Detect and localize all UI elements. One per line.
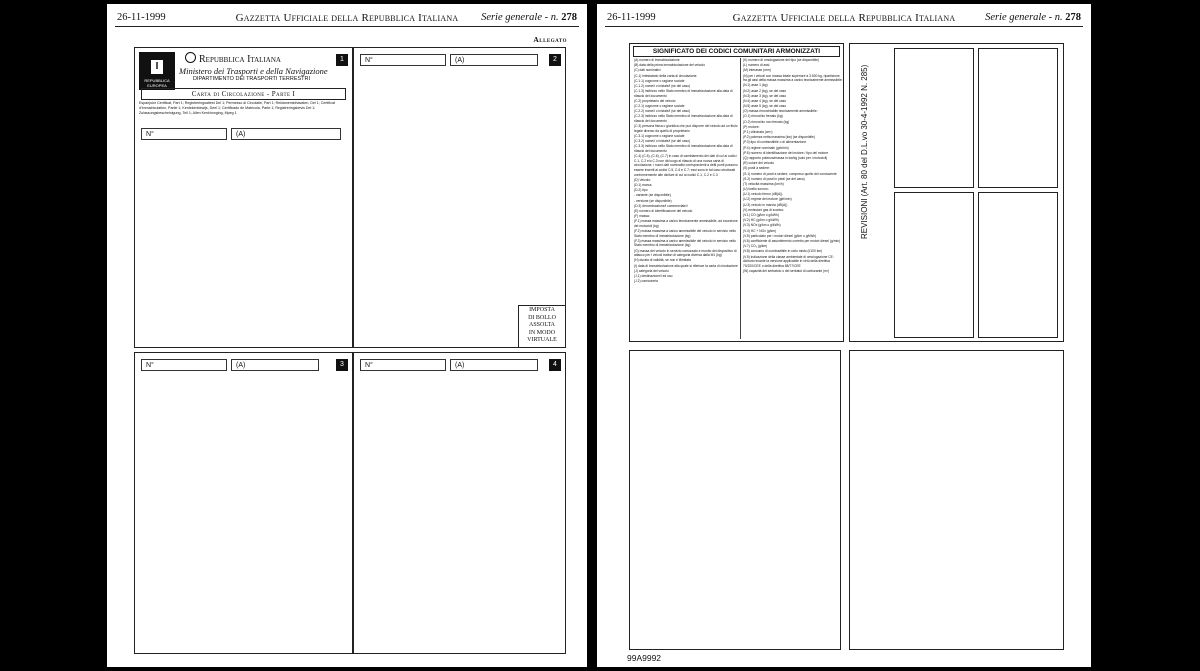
code-entry: (N.3) asse 3 (kg), se del caso bbox=[743, 93, 787, 98]
code-entry: (D.2) tipo bbox=[634, 188, 648, 193]
code-entry: (G) massa del veicolo in servizio carrozzato e munito del dispositivo di attacco per i veicoli trattori di categoria diversa dalla M1 (kg) bbox=[634, 248, 737, 258]
code-entry: (C.3.3) indirizzo nello Stato membro di immatricolazione alla data di rilascio del documento bbox=[634, 144, 733, 153]
code-entry: (V.9) indicazione della classe ambientale di omologazione CE: dicitura recante la versione applicabile in virtù della direttiva 70/220/CEE o della direttiva 88/77/CEE bbox=[743, 254, 834, 268]
codes-column-2 bbox=[740, 58, 843, 339]
code-entry: (J) categoria del veicolo bbox=[634, 268, 669, 273]
code-entry: (R) colore del veicolo bbox=[743, 161, 774, 166]
code-entry: (N.4) asse 4 (kg), se del caso bbox=[743, 98, 787, 103]
code-entry: (S.2) numero di posti in piedi (se del caso) bbox=[743, 176, 805, 181]
code-entry: (H) durata di validità, se non è illimitata bbox=[634, 258, 691, 263]
header-series: Serie generale - n. 278 bbox=[985, 12, 1081, 23]
page-header bbox=[107, 10, 587, 26]
blank-panel-right bbox=[849, 350, 1064, 650]
header-date: 26-11-1999 bbox=[607, 12, 656, 23]
code-entry: (P) motore: bbox=[743, 124, 760, 129]
header-rule bbox=[605, 26, 1083, 27]
code-entry: (U.1) veicolo fermo (dB(A)) bbox=[743, 192, 783, 197]
code-entry: (P.2) potenza netta massima (kw) (se disponibile) bbox=[743, 135, 815, 140]
code-entry: (A) numero di immatricolazione bbox=[634, 58, 680, 62]
code-entry: (C.2.2) nome/i o iniziale/i (se del caso) bbox=[634, 109, 691, 114]
n-field[interactable]: N° bbox=[360, 359, 446, 371]
n-field[interactable]: N° bbox=[141, 359, 227, 371]
card-part-1 bbox=[134, 47, 353, 348]
header-rule bbox=[115, 26, 579, 27]
header-series: Serie generale - n. 278 bbox=[481, 12, 577, 23]
code-entry: (D.1) marca bbox=[634, 182, 652, 187]
page-number-badge: 4 bbox=[549, 359, 561, 371]
n-field[interactable]: N° bbox=[141, 128, 227, 140]
code-entry: (F.2) massa massima a carico ammissibile del veicolo in servizio nello Stato membro di immatricolazione (kg) bbox=[634, 229, 736, 238]
code-entry: (S.1) numero di posti a sedere, compreso quello del conducente bbox=[743, 171, 837, 176]
card-part-3 bbox=[134, 352, 353, 654]
code-entry: (C.1.2) nome/i o iniziale/i (se del caso) bbox=[634, 83, 691, 88]
carta-title: Carta di Circolazione - Parte I bbox=[141, 88, 346, 100]
code-entry: (U.3) veicolo in marcia (dB(A)) bbox=[743, 202, 788, 207]
n-field[interactable]: N° bbox=[360, 54, 446, 66]
code-entry: (M) interasse (mm) bbox=[743, 68, 771, 73]
code-entry: (F.1) massa massima a carico tecnicamente ammissibile, ad eccezione dei motocicli (kg) bbox=[634, 219, 738, 228]
code-entry: (V.2) HC (g/km o g/kWh) bbox=[743, 218, 779, 223]
card-part-4 bbox=[353, 352, 566, 654]
code-entry: (P.5) numero di identificazione del motore / tipo del motore bbox=[743, 150, 829, 155]
code-entry: (P.4) regime nominale (giri/min) bbox=[743, 145, 789, 150]
a-field[interactable]: (A) bbox=[231, 359, 319, 371]
code-entry: (W) capacità del serbatoio o dei serbatoi di carburante (m³) bbox=[743, 268, 830, 273]
code-entry: (I) data di immatricolazione alla quale si riferisce la carta di circolazione bbox=[634, 263, 738, 268]
imposta-bollo-box: IMPOSTA DI BOLLO ASSOLTA IN MODO VIRTUALE bbox=[518, 305, 565, 347]
code-entry: (V.5) particolato per i motori diesel (g/km o g/kWh) bbox=[743, 233, 817, 238]
codes-legend-box bbox=[629, 43, 844, 342]
repubblica-heading: Repubblica Italiana bbox=[185, 52, 281, 65]
code-entry: (C.1) intestatario della carta di circolazione: bbox=[634, 73, 698, 78]
right-page bbox=[597, 4, 1091, 667]
code-entry: (P.1) cilindrata (cm³) bbox=[743, 130, 773, 135]
code-entry: (C.2.1) cognome o ragione sociale bbox=[634, 104, 685, 109]
page-header bbox=[597, 10, 1091, 26]
code-entry: (O.1) rimorchio frenato (kg) bbox=[743, 114, 783, 119]
code-entry: (V) emissioni gas di scarico: bbox=[743, 207, 785, 212]
page-number-badge: 3 bbox=[336, 359, 348, 371]
code-entry: (T) velocità massima (km/h) bbox=[743, 181, 784, 186]
code-entry: (B) data della prima immatricolazione del veicolo bbox=[634, 63, 705, 68]
dipartimento-heading: DIPARTIMENTO DEI TRASPORTI TERRESTRI bbox=[193, 76, 311, 82]
left-page bbox=[107, 4, 587, 667]
emblem-icon bbox=[185, 52, 196, 63]
code-entry: (J.1) destinazione/i ed uso bbox=[634, 273, 673, 278]
code-entry: (K) numero di omologazione del tipo (se disponibile) bbox=[743, 58, 820, 62]
a-field[interactable]: (A) bbox=[231, 128, 341, 140]
page-number-badge: 2 bbox=[549, 54, 561, 66]
page-number-badge: 1 bbox=[336, 54, 348, 66]
code-entry: (V.6) coefficiente di assorbimento corretto per motori diesel (g/min) bbox=[743, 238, 841, 243]
revisioni-box bbox=[849, 43, 1064, 342]
multilingual-description: Espanjolor Certificat, Part 1; Registreringsattest Del 1; Permesso di Circolatie, Part 1; Reklamentsthavaten, Del 1; Certificat d'Immatriculation, Partie 1; Kentekenbewijs, Deel 1; Certificado de Matricula, Parte 1; Registreringsbevis Del 1; Zulassungsbescheinigung, Teil 1; Allen Kenkhonging, Mpeg 1 bbox=[139, 101, 335, 116]
code-entry: (V.8) consumo di combustibile in ciclo misto (l/100 km) bbox=[743, 249, 823, 254]
code-entry: (J.2) carrozzeria bbox=[634, 279, 658, 284]
a-field[interactable]: (A) bbox=[450, 359, 538, 371]
code-entry: (C.1.1) cognome o ragione sociale bbox=[634, 78, 685, 83]
code-entry: (V.1) CO (g/km o g/kWh) bbox=[743, 213, 779, 218]
header-title: Gazzetta Ufficiale della Repubblica Italiana bbox=[732, 12, 956, 24]
code-entry: (C.4) (C.5), (C.6), (C.7) in caso di cambiamento dei dati di cui ai codici C.1, C.2 e/o C.3 non dà luogo al rilascio di una nuova carta di circolazione, i nuovi dati nominativi corrispondenti a detti punti possono essere inseriti ai codici C.5, C.6 e C.7; essi sono in tal caso strutturati conformemente alle diciture di cui ai codici C.1, C.2 e C.3 bbox=[634, 154, 738, 177]
code-entry: (C.3.2) nome/i o iniziale/i (se del caso) bbox=[634, 139, 691, 144]
code-entry: (L) numero di assi bbox=[743, 63, 770, 68]
code-entry: - versione (se disponibile) bbox=[634, 198, 672, 203]
card-part-2 bbox=[353, 47, 566, 348]
eu-flag-logo bbox=[139, 52, 175, 90]
code-entry: (V.3) NOx (g/km o g/kWh) bbox=[743, 223, 781, 228]
code-entry: (N.1) asse 1 (kg) bbox=[743, 83, 768, 88]
revision-stamp-slot[interactable] bbox=[894, 192, 974, 338]
code-entry: (N.2) asse 2 (kg), se del caso bbox=[743, 88, 787, 93]
code-entry: (C.1.3) indirizzo nello Stato membro di immatricolazione alla data di rilascio del documento bbox=[634, 89, 733, 98]
code-entry: (C.3.1) cognome o ragione sociale bbox=[634, 134, 685, 139]
codes-column-1 bbox=[634, 58, 738, 339]
revision-stamp-slot[interactable] bbox=[978, 192, 1058, 338]
header-date: 26-11-1999 bbox=[117, 12, 166, 23]
code-entry: (N) per i veicoli con massa totale superiore a 3.500 kg, ripartizione fra gli assi della massa massima a carico tecnicamente ammissibile: bbox=[743, 73, 843, 83]
code-entry: (N.5) asse 5 (kg), se del caso bbox=[743, 104, 787, 109]
code-entry: (E) numero di identificazione del veicolo bbox=[634, 208, 693, 213]
flag-letter: I bbox=[151, 60, 163, 74]
code-entry: (U.2) regime del motore (giri/min) bbox=[743, 197, 792, 202]
code-entry: (O.2) rimorchio non frenato (kg) bbox=[743, 119, 790, 124]
code-entry: - variante (se disponibile) bbox=[634, 193, 671, 198]
flag-caption: EUROPEA bbox=[147, 83, 167, 88]
blank-panel-left bbox=[629, 350, 841, 650]
code-entry: (P.3) tipo di combustibile o di alimentazione bbox=[743, 140, 807, 145]
code-entry: (Q) rapporto potenza/massa in kw/kg (solo per i motocicli) bbox=[743, 155, 828, 160]
codes-title: SIGNIFICATO DEI CODICI COMUNITARI ARMONIZZATI bbox=[633, 46, 840, 57]
code-entry: (C.3) persona fisica o giuridica che può disporre del veicolo ad un titolo legale diverso da quello di proprietario bbox=[634, 124, 738, 133]
code-entry: (D) Veicolo: bbox=[634, 177, 652, 182]
flag-caption: REPUBBLICA bbox=[144, 78, 170, 83]
code-entry: (U) livello sonoro: bbox=[743, 187, 769, 192]
code-entry: (F) massa: bbox=[634, 214, 650, 219]
code-entry: (F.3) massa massima a carico ammissibile del veicolo in servizio nello Stato membro di immatricolazione (kg) bbox=[634, 238, 736, 248]
revision-stamp-slot[interactable] bbox=[894, 48, 974, 188]
code-entry: (D.3) denominazione/i commerciale/i bbox=[634, 203, 688, 208]
code-entry: (C) dati nominativi bbox=[634, 68, 661, 73]
code-entry: (V.4) HC + NOx (g/km) bbox=[743, 228, 777, 233]
code-entry: (C.2.3) indirizzo nello Stato membro di immatricolazione alla data di rilascio del documento bbox=[634, 114, 733, 124]
code-entry: (O) massa rimorchiabile tecnicamente ammissibile: bbox=[743, 109, 818, 114]
ministero-heading: Ministero dei Trasporti e della Navigazione bbox=[179, 66, 328, 76]
allegato-label: Allegato bbox=[533, 35, 567, 44]
code-entry: (C.2) proprietario del veicolo bbox=[634, 98, 676, 103]
revisioni-label: REVISIONI (Art. 80 del D.L.vo 30-4-1992 N. 285) bbox=[860, 64, 869, 239]
a-field[interactable]: (A) bbox=[450, 54, 538, 66]
code-entry: (S) posti a sedere: bbox=[743, 166, 770, 171]
revision-stamp-slot[interactable] bbox=[978, 48, 1058, 188]
document-code: 99A9992 bbox=[627, 653, 662, 663]
header-title: Gazzetta Ufficiale della Repubblica Italiana bbox=[235, 12, 459, 24]
code-entry: (V.7) CO₂ (g/km) bbox=[743, 244, 768, 249]
